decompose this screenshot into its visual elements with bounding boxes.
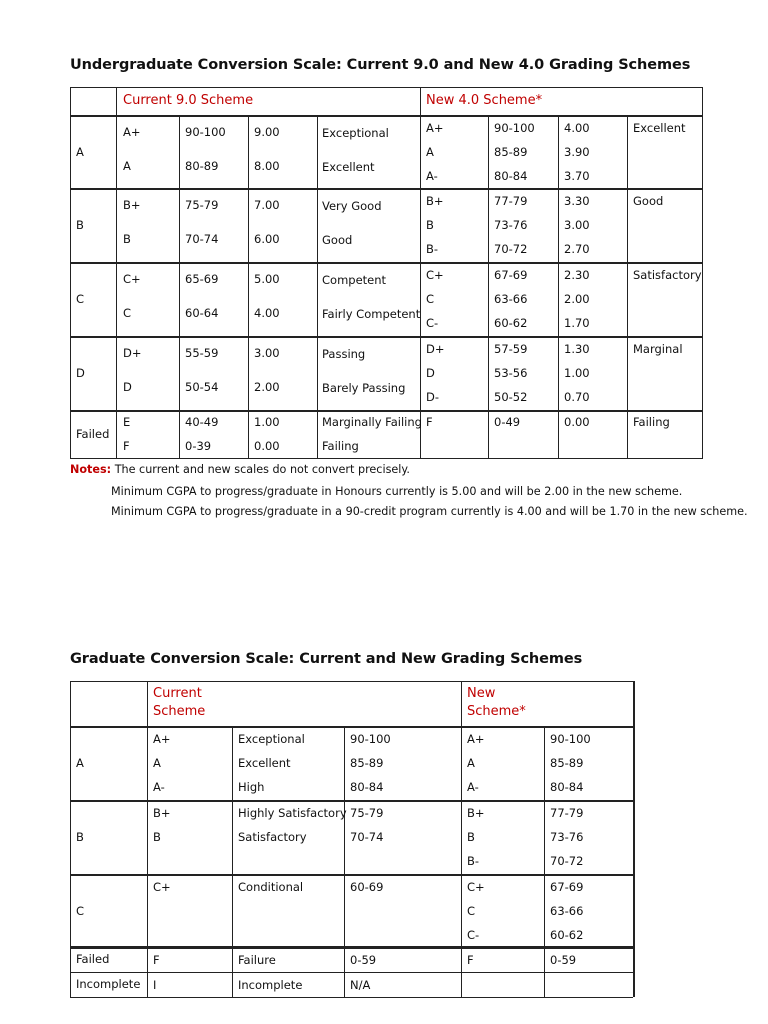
table-rule bbox=[70, 681, 71, 997]
current-description: Fairly Competent bbox=[322, 307, 421, 321]
current-grade: A+ bbox=[123, 125, 141, 139]
new-grade: D- bbox=[426, 390, 440, 404]
new-range: 67-69 bbox=[550, 880, 584, 894]
new-grade: D bbox=[426, 366, 435, 380]
grade-group-label: Failed bbox=[76, 952, 110, 966]
table-rule bbox=[488, 115, 489, 458]
current-grade: A+ bbox=[153, 732, 171, 746]
current-grade: B bbox=[153, 830, 161, 844]
current-range: N/A bbox=[350, 978, 371, 992]
current-points: 8.00 bbox=[254, 159, 280, 173]
current-scheme-header: Current 9.0 Scheme bbox=[123, 93, 254, 108]
note-line bbox=[70, 463, 410, 476]
current-description: Conditional bbox=[238, 880, 304, 894]
table-rule bbox=[70, 726, 633, 728]
table-rule bbox=[147, 681, 148, 997]
current-range: 90-100 bbox=[350, 732, 391, 746]
current-grade: C+ bbox=[123, 272, 141, 286]
table-rule bbox=[70, 410, 702, 412]
current-grade: A bbox=[123, 159, 131, 173]
current-range: 50-54 bbox=[185, 380, 219, 394]
new-range: 63-66 bbox=[494, 292, 528, 306]
graduate-table-title: Graduate Conversion Scale: Current and New Grading Schemes bbox=[70, 651, 583, 667]
current-description: Excellent bbox=[238, 756, 291, 770]
current-grade: C+ bbox=[153, 880, 171, 894]
new-range: 53-56 bbox=[494, 366, 528, 380]
current-range: 70-74 bbox=[185, 232, 219, 246]
current-range: 40-49 bbox=[185, 415, 219, 429]
note-text: The current and new scales do not convert precisely. bbox=[114, 463, 410, 476]
new-range: 67-69 bbox=[494, 268, 528, 282]
current-description: Satisfactory bbox=[238, 830, 307, 844]
new-range: 0-49 bbox=[494, 415, 521, 429]
grade-group-label: D bbox=[76, 366, 85, 380]
new-grade: F bbox=[426, 415, 433, 429]
grade-group-label: C bbox=[76, 292, 85, 306]
table-rule bbox=[70, 997, 633, 998]
current-description: Good bbox=[322, 233, 353, 247]
table-rule bbox=[70, 874, 633, 876]
current-range: 75-79 bbox=[350, 806, 384, 820]
new-grade: B+ bbox=[426, 194, 444, 208]
current-description: Passing bbox=[322, 347, 366, 361]
table-rule bbox=[70, 115, 702, 117]
table-rule bbox=[70, 681, 633, 682]
table-rule bbox=[702, 87, 703, 459]
current-description: Barely Passing bbox=[322, 381, 406, 395]
current-scheme-header: Scheme bbox=[153, 704, 206, 719]
current-points: 9.00 bbox=[254, 125, 280, 139]
current-grade: D+ bbox=[123, 346, 142, 360]
table-rule bbox=[70, 336, 702, 338]
table-rule bbox=[317, 115, 318, 458]
new-range: 60-62 bbox=[550, 928, 584, 942]
current-range: 65-69 bbox=[185, 272, 219, 286]
new-range: 57-59 bbox=[494, 342, 528, 356]
current-description: Exceptional bbox=[322, 126, 389, 140]
table-rule bbox=[116, 87, 117, 459]
grade-group-label: A bbox=[76, 756, 84, 770]
new-points: 0.00 bbox=[564, 415, 590, 429]
new-range: 60-62 bbox=[494, 316, 528, 330]
current-range: 70-74 bbox=[350, 830, 384, 844]
new-description: Excellent bbox=[633, 121, 686, 135]
current-points: 1.00 bbox=[254, 415, 280, 429]
table-rule bbox=[232, 726, 233, 997]
new-grade: C bbox=[467, 904, 476, 918]
current-points: 3.00 bbox=[254, 346, 280, 360]
current-range: 85-89 bbox=[350, 756, 384, 770]
new-grade: C+ bbox=[467, 880, 485, 894]
new-range: 70-72 bbox=[494, 242, 528, 256]
new-grade: D+ bbox=[426, 342, 445, 356]
current-range: 55-59 bbox=[185, 346, 219, 360]
new-points: 2.00 bbox=[564, 292, 590, 306]
table-rule bbox=[461, 681, 462, 997]
current-description: Failure bbox=[238, 953, 276, 967]
new-grade: A+ bbox=[467, 732, 485, 746]
table-rule bbox=[70, 458, 702, 459]
current-points: 7.00 bbox=[254, 198, 280, 212]
new-description: Good bbox=[633, 194, 664, 208]
current-grade: C bbox=[123, 306, 132, 320]
current-range: 0-59 bbox=[350, 953, 377, 967]
new-range: 63-66 bbox=[550, 904, 584, 918]
new-range: 77-79 bbox=[550, 806, 584, 820]
table-rule bbox=[70, 800, 633, 802]
new-range: 90-100 bbox=[550, 732, 591, 746]
current-description: Incomplete bbox=[238, 978, 303, 992]
new-range: 50-52 bbox=[494, 390, 528, 404]
current-points: 5.00 bbox=[254, 272, 280, 286]
new-range: 85-89 bbox=[494, 145, 528, 159]
new-range: 73-76 bbox=[550, 830, 584, 844]
current-grade: A- bbox=[153, 780, 165, 794]
new-points: 3.70 bbox=[564, 169, 590, 183]
new-grade: C bbox=[426, 292, 435, 306]
grade-group-label: B bbox=[76, 218, 84, 232]
new-grade: C- bbox=[467, 928, 480, 942]
current-points: 4.00 bbox=[254, 306, 280, 320]
new-scheme-header: New bbox=[467, 686, 496, 701]
current-grade: F bbox=[123, 439, 130, 453]
new-grade: F bbox=[467, 953, 474, 967]
current-grade: B+ bbox=[123, 198, 141, 212]
note-line: Minimum CGPA to progress/graduate in a 90-credit program currently is 4.00 and will be 1.70 in the new scheme. bbox=[111, 505, 748, 518]
current-grade: A bbox=[153, 756, 161, 770]
new-grade: B bbox=[426, 218, 434, 232]
new-points: 3.00 bbox=[564, 218, 590, 232]
new-grade: C- bbox=[426, 316, 439, 330]
table-rule bbox=[70, 972, 633, 973]
new-grade: B- bbox=[467, 854, 480, 868]
new-grade: C+ bbox=[426, 268, 444, 282]
new-description: Marginal bbox=[633, 342, 683, 356]
current-description: High bbox=[238, 780, 265, 794]
new-range: 0-59 bbox=[550, 953, 577, 967]
current-grade: I bbox=[153, 978, 157, 992]
current-grade: F bbox=[153, 953, 160, 967]
current-points: 6.00 bbox=[254, 232, 280, 246]
table-rule bbox=[544, 726, 545, 997]
grade-group-label: C bbox=[76, 904, 85, 918]
current-range: 80-89 bbox=[185, 159, 219, 173]
table-rule bbox=[70, 87, 702, 88]
new-range: 90-100 bbox=[494, 121, 535, 135]
table-rule bbox=[558, 115, 559, 458]
new-points: 4.00 bbox=[564, 121, 590, 135]
current-description: Failing bbox=[322, 439, 359, 453]
current-range: 75-79 bbox=[185, 198, 219, 212]
new-grade: A- bbox=[426, 169, 438, 183]
table-rule bbox=[420, 87, 421, 459]
table-rule bbox=[70, 946, 633, 948]
current-description: Competent bbox=[322, 273, 387, 287]
new-points: 1.00 bbox=[564, 366, 590, 380]
grade-group-label: A bbox=[76, 145, 84, 159]
current-description: Very Good bbox=[322, 199, 382, 213]
new-points: 2.70 bbox=[564, 242, 590, 256]
new-grade: A bbox=[467, 756, 475, 770]
new-range: 70-72 bbox=[550, 854, 584, 868]
current-grade: B bbox=[123, 232, 131, 246]
new-range: 77-79 bbox=[494, 194, 528, 208]
new-range: 80-84 bbox=[550, 780, 584, 794]
current-range: 60-64 bbox=[185, 306, 219, 320]
new-grade: B- bbox=[426, 242, 439, 256]
grade-group-label: Incomplete bbox=[76, 977, 141, 991]
current-description: Highly Satisfactory bbox=[238, 806, 347, 820]
current-grade: B+ bbox=[153, 806, 171, 820]
current-description: Exceptional bbox=[238, 732, 305, 746]
table-rule bbox=[70, 87, 71, 459]
table-rule bbox=[248, 115, 249, 458]
current-range: 60-69 bbox=[350, 880, 384, 894]
new-description: Satisfactory bbox=[633, 268, 702, 282]
new-range: 85-89 bbox=[550, 756, 584, 770]
new-points: 3.90 bbox=[564, 145, 590, 159]
table-rule bbox=[70, 262, 702, 264]
table-rule bbox=[627, 115, 628, 458]
current-points: 0.00 bbox=[254, 439, 280, 453]
table-rule bbox=[344, 726, 345, 997]
new-grade: A- bbox=[467, 780, 479, 794]
current-grade: E bbox=[123, 415, 131, 429]
new-points: 3.30 bbox=[564, 194, 590, 208]
new-points: 1.30 bbox=[564, 342, 590, 356]
table-rule bbox=[633, 681, 635, 997]
notes-label: Notes: bbox=[70, 463, 112, 476]
current-grade: D bbox=[123, 380, 132, 394]
new-points: 0.70 bbox=[564, 390, 590, 404]
current-description: Excellent bbox=[322, 160, 375, 174]
note-line: Minimum CGPA to progress/graduate in Honours currently is 5.00 and will be 2.00 in the new scheme. bbox=[111, 485, 683, 498]
new-grade: B bbox=[467, 830, 475, 844]
new-range: 80-84 bbox=[494, 169, 528, 183]
new-grade: A bbox=[426, 145, 434, 159]
grade-group-label: Failed bbox=[76, 427, 110, 441]
table-rule bbox=[179, 115, 180, 458]
new-points: 1.70 bbox=[564, 316, 590, 330]
new-description: Failing bbox=[633, 415, 670, 429]
current-description: Marginally Failing bbox=[322, 415, 422, 429]
current-range: 0-39 bbox=[185, 439, 212, 453]
new-points: 2.30 bbox=[564, 268, 590, 282]
current-scheme-header: Current bbox=[153, 686, 202, 701]
current-range: 90-100 bbox=[185, 125, 226, 139]
table-rule bbox=[70, 188, 702, 190]
grade-group-label: B bbox=[76, 830, 84, 844]
new-scheme-header: Scheme* bbox=[467, 704, 526, 719]
new-scheme-header: New 4.0 Scheme* bbox=[426, 93, 543, 108]
new-range: 73-76 bbox=[494, 218, 528, 232]
current-range: 80-84 bbox=[350, 780, 384, 794]
undergrad-table-title: Undergraduate Conversion Scale: Current 9.0 and New 4.0 Grading Schemes bbox=[70, 57, 691, 73]
new-grade: B+ bbox=[467, 806, 485, 820]
current-points: 2.00 bbox=[254, 380, 280, 394]
new-grade: A+ bbox=[426, 121, 444, 135]
